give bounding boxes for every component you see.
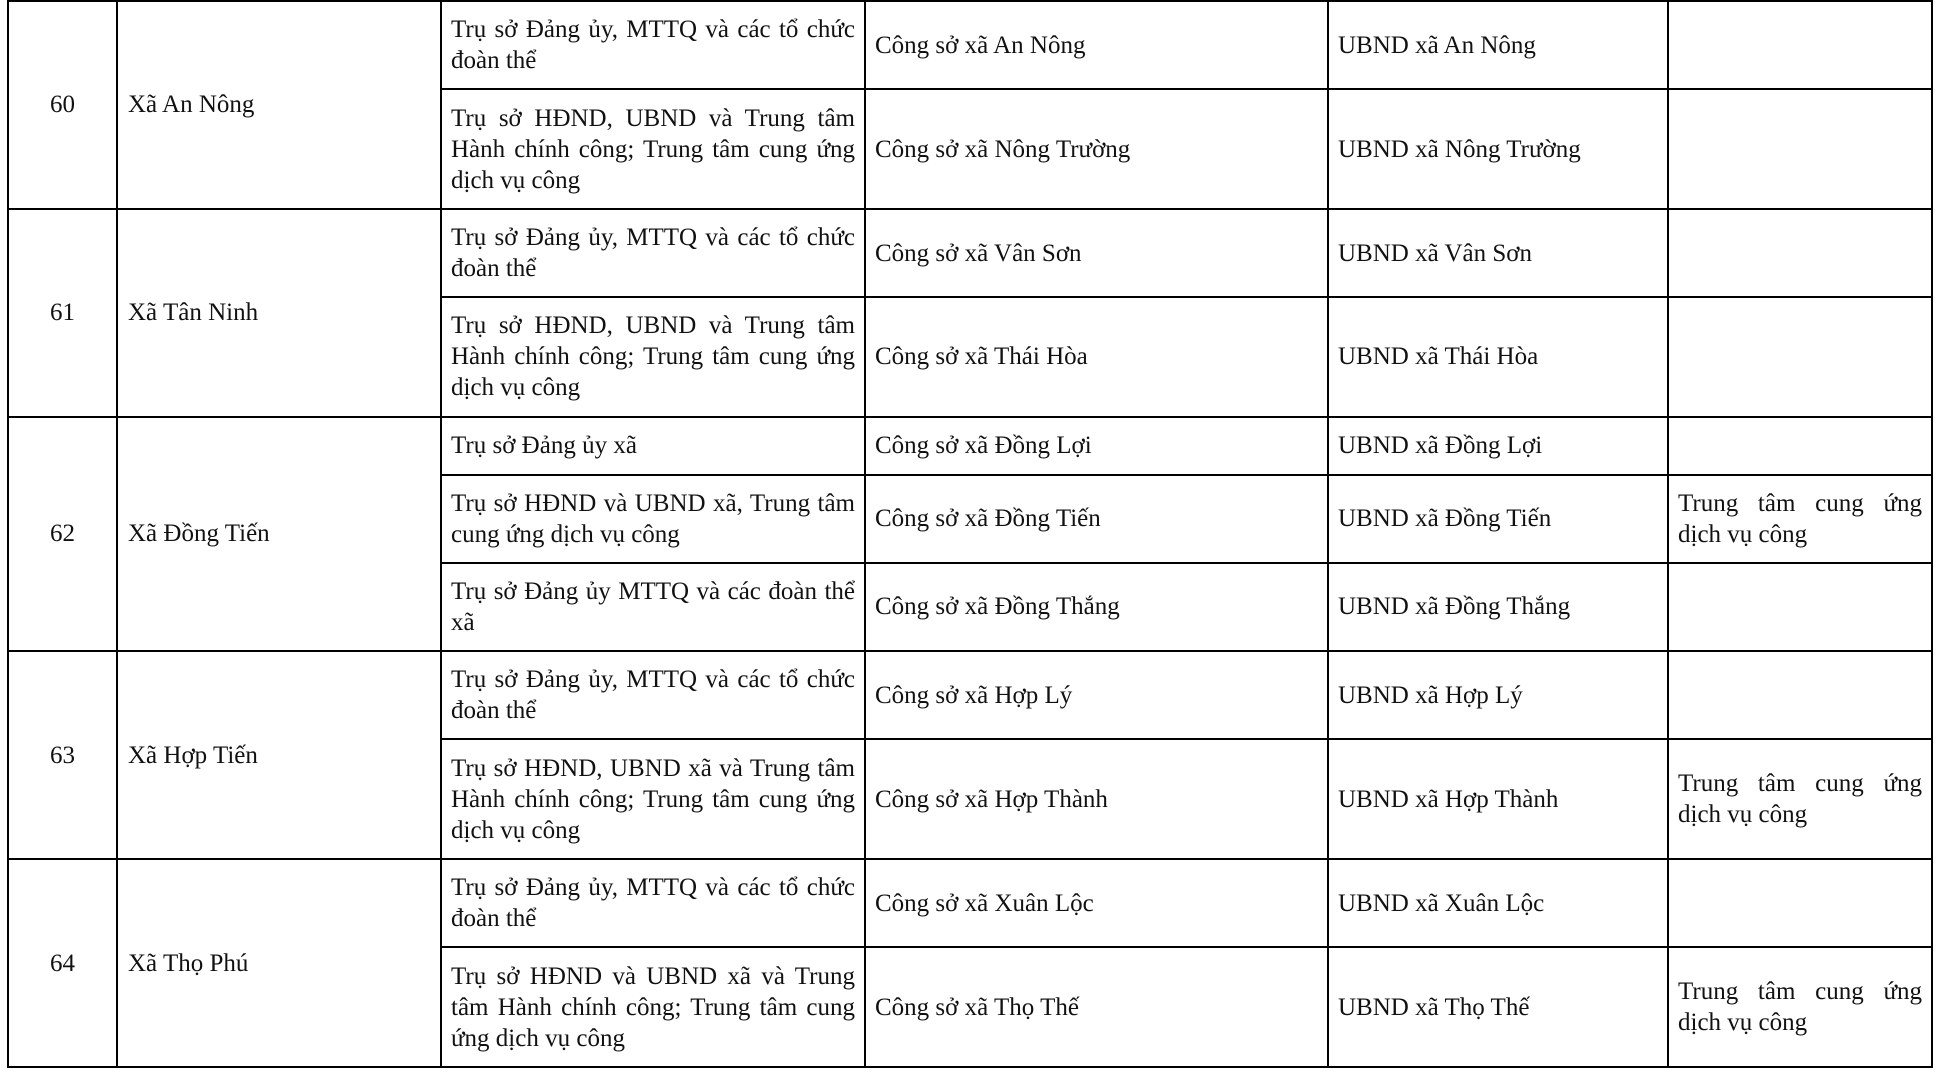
unit-cell: UBND xã Xuân Lộc (1328, 859, 1668, 947)
commune-name-cell: Xã An Nông (117, 1, 441, 209)
facility-desc-cell: Trụ sở Đảng ủy, MTTQ và các tổ chức đoàn thể (441, 859, 865, 947)
note-cell (1668, 859, 1932, 947)
commune-name-cell: Xã Đồng Tiến (117, 417, 441, 651)
office-cell: Công sở xã Thái Hòa (865, 297, 1328, 417)
office-cell: Công sở xã Nông Trường (865, 89, 1328, 209)
office-cell: Công sở xã Đồng Thắng (865, 563, 1328, 651)
table-row (8, 859, 1932, 947)
table-row (8, 651, 1932, 739)
facility-desc-cell: Trụ sở HĐND và UBND xã và Trung tâm Hành chính công; Trung tâm cung ứng dịch vụ công (441, 947, 865, 1067)
table-row (8, 209, 1932, 297)
office-cell: Công sở xã Đồng Lợi (865, 417, 1328, 475)
unit-cell: UBND xã Hợp Lý (1328, 651, 1668, 739)
document-table (7, 0, 1933, 1068)
note-cell: Trung tâm cung ứng dịch vụ công (1668, 739, 1932, 859)
unit-cell: UBND xã Đồng Tiến (1328, 475, 1668, 563)
note-cell (1668, 209, 1932, 297)
note-cell: Trung tâm cung ứng dịch vụ công (1668, 475, 1932, 563)
facility-desc-cell: Trụ sở HĐND và UBND xã, Trung tâm cung ứng dịch vụ công (441, 475, 865, 563)
office-cell: Công sở xã Hợp Thành (865, 739, 1328, 859)
unit-cell: UBND xã Nông Trường (1328, 89, 1668, 209)
facility-desc-cell: Trụ sở Đảng ủy xã (441, 417, 865, 475)
table-row (8, 1, 1932, 89)
commune-name-cell: Xã Thọ Phú (117, 859, 441, 1067)
stt-cell: 62 (8, 417, 117, 651)
unit-cell: UBND xã An Nông (1328, 1, 1668, 89)
facility-desc-cell: Trụ sở Đảng ủy, MTTQ và các tổ chức đoàn thể (441, 651, 865, 739)
stt-cell: 61 (8, 209, 117, 417)
note-cell: Trung tâm cung ứng dịch vụ công (1668, 947, 1932, 1067)
facility-desc-cell: Trụ sở Đảng ủy, MTTQ và các tổ chức đoàn thể (441, 1, 865, 89)
commune-name-cell: Xã Tân Ninh (117, 209, 441, 417)
note-cell (1668, 1, 1932, 89)
stt-cell: 60 (8, 1, 117, 209)
unit-cell: UBND xã Vân Sơn (1328, 209, 1668, 297)
unit-cell: UBND xã Thái Hòa (1328, 297, 1668, 417)
note-cell (1668, 297, 1932, 417)
table-row (8, 417, 1932, 475)
stt-cell: 63 (8, 651, 117, 859)
stt-cell: 64 (8, 859, 117, 1067)
office-cell: Công sở xã Xuân Lộc (865, 859, 1328, 947)
facility-desc-cell: Trụ sở Đảng ủy MTTQ và các đoàn thể xã (441, 563, 865, 651)
unit-cell: UBND xã Hợp Thành (1328, 739, 1668, 859)
note-cell (1668, 417, 1932, 475)
office-cell: Công sở xã Hợp Lý (865, 651, 1328, 739)
note-cell (1668, 89, 1932, 209)
note-cell (1668, 651, 1932, 739)
facility-desc-cell: Trụ sở HĐND, UBND và Trung tâm Hành chính công; Trung tâm cung ứng dịch vụ công (441, 89, 865, 209)
office-cell: Công sở xã An Nông (865, 1, 1328, 89)
note-cell (1668, 563, 1932, 651)
commune-name-cell: Xã Hợp Tiến (117, 651, 441, 859)
unit-cell: UBND xã Đồng Thắng (1328, 563, 1668, 651)
facility-desc-cell: Trụ sở HĐND, UBND và Trung tâm Hành chính công; Trung tâm cung ứng dịch vụ công (441, 297, 865, 417)
office-cell: Công sở xã Vân Sơn (865, 209, 1328, 297)
facility-desc-cell: Trụ sở Đảng ủy, MTTQ và các tổ chức đoàn thể (441, 209, 865, 297)
office-cell: Công sở xã Thọ Thế (865, 947, 1328, 1067)
facility-desc-cell: Trụ sở HĐND, UBND xã và Trung tâm Hành chính công; Trung tâm cung ứng dịch vụ công (441, 739, 865, 859)
unit-cell: UBND xã Thọ Thế (1328, 947, 1668, 1067)
office-cell: Công sở xã Đồng Tiến (865, 475, 1328, 563)
unit-cell: UBND xã Đồng Lợi (1328, 417, 1668, 475)
